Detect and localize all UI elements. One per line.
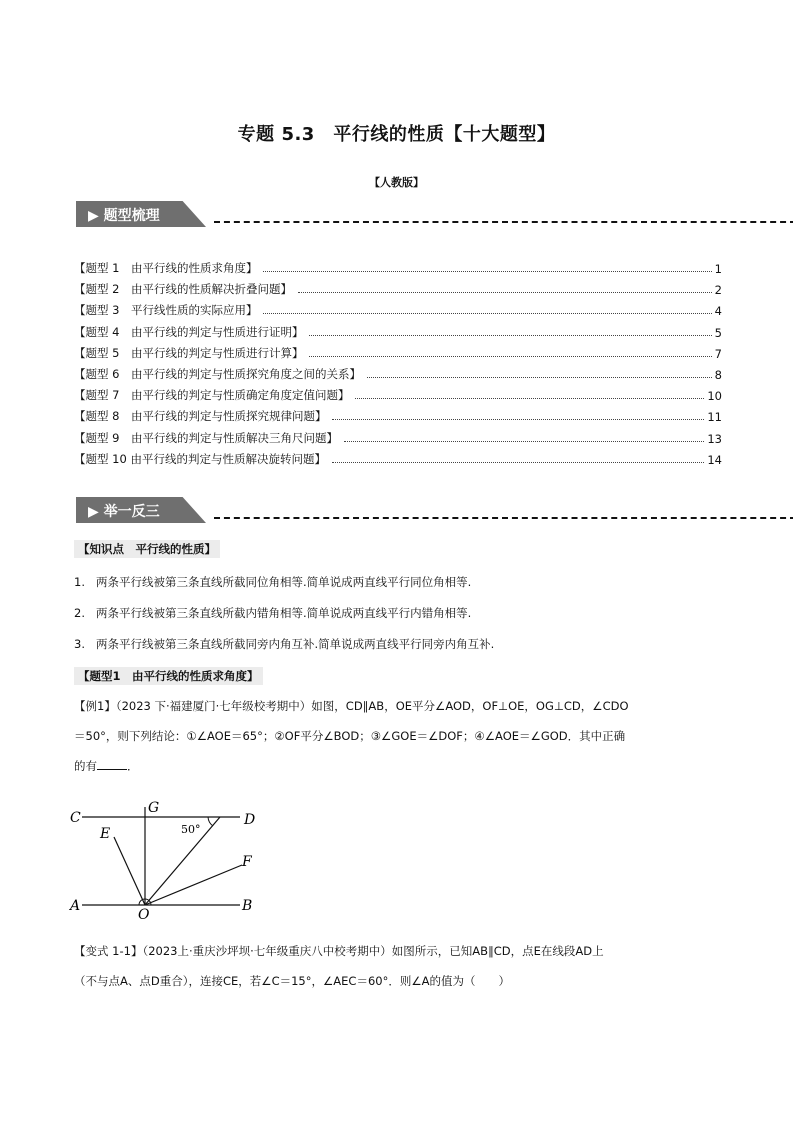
label-d: D	[244, 812, 256, 828]
toc-item[interactable]: 【题型 10 由平行线的判定与性质解决旋转问题】 14	[74, 452, 722, 467]
toc-item[interactable]: 【题型 4 由平行线的判定与性质进行证明】 5	[74, 325, 722, 340]
label-o: O	[138, 907, 150, 920]
geometry-figure	[60, 795, 280, 920]
toc-item[interactable]: 【题型 9 由平行线的判定与性质解决三角尺问题】 13	[74, 431, 722, 446]
angle-label: 50°	[181, 823, 201, 836]
variant-1-1	[74, 940, 724, 992]
list-item: 3. 两条平行线被第三条直线所截同旁内角互补.简单说成两直线平行同旁内角互补.	[74, 637, 495, 651]
toc-item[interactable]: 【题型 5 由平行线的判定与性质进行计算】 7	[74, 346, 722, 361]
list-item: 1. 两条平行线被第三条直线所截同位角相等.简单说成两直线平行同位角相等.	[74, 575, 472, 589]
label-f: F	[242, 854, 252, 870]
type1-heading: 【题型1 由平行线的性质求角度】	[74, 667, 263, 685]
label-g: G	[148, 800, 160, 816]
edition-label: 【人教版】	[369, 176, 424, 189]
banner-title	[88, 501, 160, 521]
toc-item[interactable]: 【题型 2 由平行线的性质解决折叠问题】 2	[74, 282, 722, 297]
answer-blank[interactable]	[97, 757, 127, 770]
label-e: E	[100, 826, 111, 842]
example-line: 的有 ．	[74, 759, 139, 773]
play-icon: ▶	[88, 504, 104, 520]
line-of	[145, 865, 242, 905]
banner-label: 题型梳理	[103, 208, 160, 224]
play-icon: ▶	[88, 208, 104, 224]
toc-item[interactable]: 【题型 7 由平行线的判定与性质确定角度定值问题】 10	[74, 388, 722, 403]
toc-item[interactable]: 【题型 8 由平行线的判定与性质探究规律问题】 11	[74, 409, 722, 424]
variant-line: 【变式 1-1】（2023上·重庆沙坪坝·七年级重庆八中校考期中）如图所示，已知AB∥CD，点E在线段AD上	[74, 944, 604, 958]
toc-item[interactable]: 【题型 3 平行线性质的实际应用】 4	[74, 303, 722, 318]
angle-arc	[208, 817, 213, 826]
dash-divider	[214, 517, 793, 519]
example-1	[74, 695, 724, 777]
example-line: ＝50°，则下列结论：①∠AOE＝65°；②OF平分∠BOD；③∠GOE＝∠DOF；④∠AOE＝∠GOD．其中正确	[74, 729, 626, 743]
banner-title	[88, 205, 160, 225]
example-line: 【例1】（2023 下·福建厦门·七年级校考期中）如图，CD∥AB，OE平分∠AOD，OF⊥OE，OG⊥CD，∠CDO	[74, 699, 629, 713]
banner-label: 举一反三	[103, 504, 160, 520]
variant-line: （不与点A、点D重合），连接CE，若∠C＝15°，∠AEC＝60°．则∠A的值为（ ）	[74, 974, 511, 988]
list-item: 2. 两条平行线被第三条直线所截内错角相等.简单说成两直线平行内错角相等.	[74, 606, 472, 620]
page-title: 专题 5.3 平行线的性质【十大题型】	[237, 124, 556, 145]
dash-divider	[214, 221, 793, 223]
line-oe	[114, 837, 145, 905]
toc-item[interactable]: 【题型 6 由平行线的判定与性质探究角度之间的关系】 8	[74, 367, 722, 382]
knowledge-point-heading: 【知识点 平行线的性质】	[74, 540, 220, 558]
label-b: B	[242, 898, 253, 914]
label-a: A	[70, 898, 81, 914]
toc-item[interactable]: 【题型 1 由平行线的性质求角度】 1	[74, 261, 722, 276]
label-c: C	[70, 810, 81, 826]
